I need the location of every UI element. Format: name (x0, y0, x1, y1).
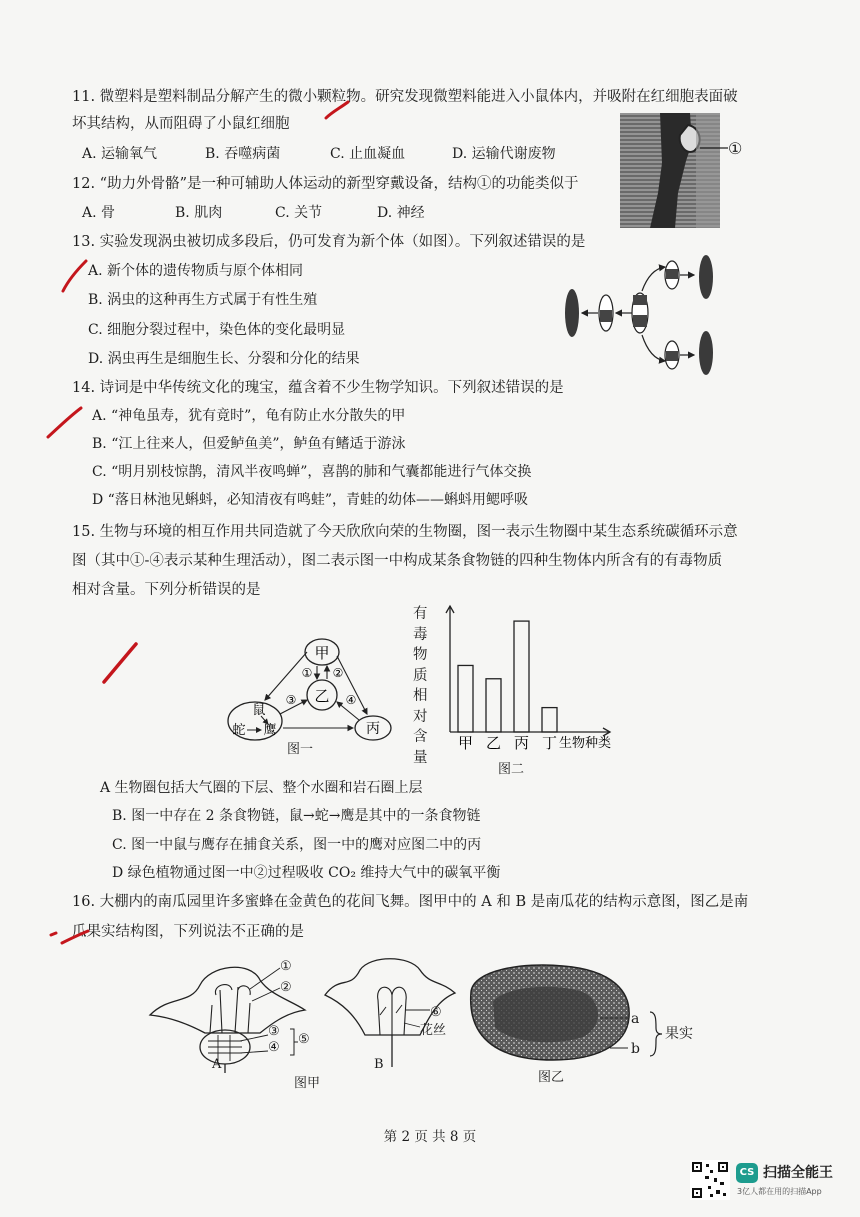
fig2-ylabel: 有毒物质相对含量 (413, 606, 428, 766)
q12-figure-label: ① (728, 139, 743, 158)
fig-yi-caption: 图乙 (538, 1070, 565, 1085)
bar-3 (514, 621, 529, 732)
figB-label-filament: 花丝 (420, 1023, 447, 1038)
q15-option-d: D 绿色植物通过图一中②过程吸收 CO₂ 维持大气中的碳氧平衡 (112, 865, 501, 881)
q14-option-c: C. “明月别枝惊鹊，清风半夜鸣蝉”，喜鹊的肺和气囊都能进行气体交换 (92, 464, 532, 480)
x-axis-label: 生物种类 (559, 736, 612, 751)
page-number: 第 2 页 共 8 页 (383, 1129, 477, 1145)
red-tick-mark (45, 405, 85, 440)
x-tick-label-3: 丙 (513, 734, 530, 752)
bar-4 (542, 708, 557, 732)
q16-stem-line1: 16. 大棚内的南瓜园里许多蜜蜂在金黄色的花间飞舞。图甲中的 A 和 B 是南瓜花的结构示意图，图乙是南 (72, 894, 749, 910)
q12-stem: 12. “助力外骨骼”是一种可辅助人体运动的新型穿戴设备，结构①的功能类似于 (72, 176, 579, 192)
fig1-number-2: ② (332, 666, 344, 680)
bar-2 (486, 679, 501, 732)
q15-stem-line3: 相对含量。下列分析错误的是 (72, 582, 261, 598)
q11-option-a: A. 运输氧气 (82, 146, 158, 162)
q12-option-b: B. 肌肉 (175, 205, 223, 221)
fig1-number-3: ③ (285, 693, 297, 707)
q14-option-b: B. “江上往来人，但爱鲈鱼美”，鲈鱼有鳍适于游泳 (92, 436, 406, 452)
q11-option-d: D. 运输代谢废物 (452, 146, 556, 162)
figA-label-1: ① (280, 959, 292, 974)
scanner-app-name: 扫描全能王 (763, 1165, 833, 1181)
figA-label-5: ⑤ (298, 1032, 310, 1047)
exoskeleton-photo (620, 113, 720, 228)
fig1-node-bing: 丙 (366, 721, 380, 737)
q11-option-c: C. 止血凝血 (330, 146, 406, 162)
qr-code-icon (690, 1160, 730, 1200)
scanner-watermark (690, 1160, 850, 1205)
q11-option-b: B. 吞噬病菌 (205, 146, 281, 162)
q12-option-c: C. 关节 (275, 205, 323, 221)
fig1-node-mouse: 鼠 (252, 703, 266, 718)
q11-stem-line2: 坏其结构，从而阻碍了小鼠红细胞 (72, 116, 290, 132)
red-tick-mark (322, 100, 352, 122)
q13-option-a: A. 新个体的遗传物质与原个体相同 (88, 263, 304, 279)
x-tick-label-4: 丁 (541, 734, 558, 752)
cs-logo-icon: CS (736, 1163, 758, 1183)
pumpkin-flower-a-diagram (140, 955, 320, 1075)
red-tick-mark (100, 640, 140, 685)
q13-option-c: C. 细胞分裂过程中，染色体的变化最明显 (88, 322, 346, 338)
q12-pointer-line (700, 138, 750, 160)
fig1-node-snake: 蛇 (232, 723, 246, 738)
q13-option-b: B. 涡虫的这种再生方式属于有性生殖 (88, 292, 318, 308)
q15-option-a: A 生物圈包括大气圈的下层、整个水圈和岩石圈上层 (100, 780, 423, 796)
red-tick-mark (48, 925, 92, 947)
q12-option-a: A. 骨 (82, 205, 116, 221)
q16-stem-line2: 瓜果实结构图，下列说法不正确的是 (72, 924, 304, 940)
fig1-node-eagle: 鹰 (263, 723, 277, 738)
q11-stem-line1: 11. 微塑料是塑料制品分解产生的微小颗粒物。研究发现微塑料能进入小鼠体内，并吸附在红细胞表面破 (72, 89, 738, 105)
q15-stem-line2: 图（其中①-④表示某种生理活动），图二表示图一中构成某条食物链的四种生物体内所含有的有毒物质 (72, 553, 723, 569)
q14-option-a: A. “神龟虽寿，犹有竟时”，龟有防止水分散失的甲 (92, 408, 406, 424)
figB-label-6: ⑥ (430, 1005, 442, 1020)
fig-jia-caption: 图甲 (294, 1076, 321, 1091)
fruit-brace-label: 果实 (665, 1026, 693, 1042)
planarian-regeneration-figure (560, 255, 730, 375)
fig1-caption: 图一 (287, 742, 314, 757)
toxin-bar-chart (430, 600, 620, 780)
x-tick-label-1: 甲 (457, 734, 474, 752)
fig2-caption: 图二 (498, 762, 525, 777)
fig1-node-jia: 甲 (314, 644, 330, 662)
q15-stem-line1: 15. 生物与环境的相互作用共同造就了今天欣欣向荣的生物圈，图一表示生物圈中某生态系统碳循环示意 (72, 524, 738, 540)
fig1-node-yi: 乙 (314, 687, 330, 705)
x-tick-label-2: 乙 (485, 734, 502, 752)
figA-letter: A (212, 1057, 222, 1072)
red-tick-mark (60, 255, 90, 295)
fruit-label-b: b (631, 1041, 640, 1057)
q14-stem: 14. 诗词是中华传统文化的瑰宝，蕴含着不少生物学知识。下列叙述错误的是 (72, 380, 564, 396)
fig1-number-4: ④ (345, 693, 357, 707)
scanner-tagline: 3亿人都在用的扫描App (737, 1187, 822, 1196)
fig1-number-1: ① (301, 666, 313, 680)
q12-option-d: D. 神经 (377, 205, 425, 221)
figA-label-4: ④ (268, 1040, 280, 1055)
q13-stem: 13. 实验发现涡虫被切成多段后，仍可发育为新个体（如图）。下列叙述错误的是 (72, 234, 586, 250)
fruit-label-a: a (631, 1011, 640, 1027)
figA-label-2: ② (280, 980, 292, 995)
q13-option-d: D. 涡虫再生是细胞生长、分裂和分化的结果 (88, 351, 360, 367)
q15-option-b: B. 图一中存在 2 条食物链，鼠→蛇→鹰是其中的一条食物链 (112, 808, 481, 824)
bar-1 (458, 665, 473, 732)
q14-option-d: D “落日林池见蝌蚪，必知清夜有鸣蛙”，青蛙的幼体——蝌蚪用鳃呼吸 (92, 492, 528, 508)
figA-label-3: ③ (268, 1024, 280, 1039)
q15-option-c: C. 图一中鼠与鹰存在捕食关系，图一中的鹰对应图二中的丙 (112, 837, 482, 853)
figB-letter: B (374, 1057, 384, 1072)
